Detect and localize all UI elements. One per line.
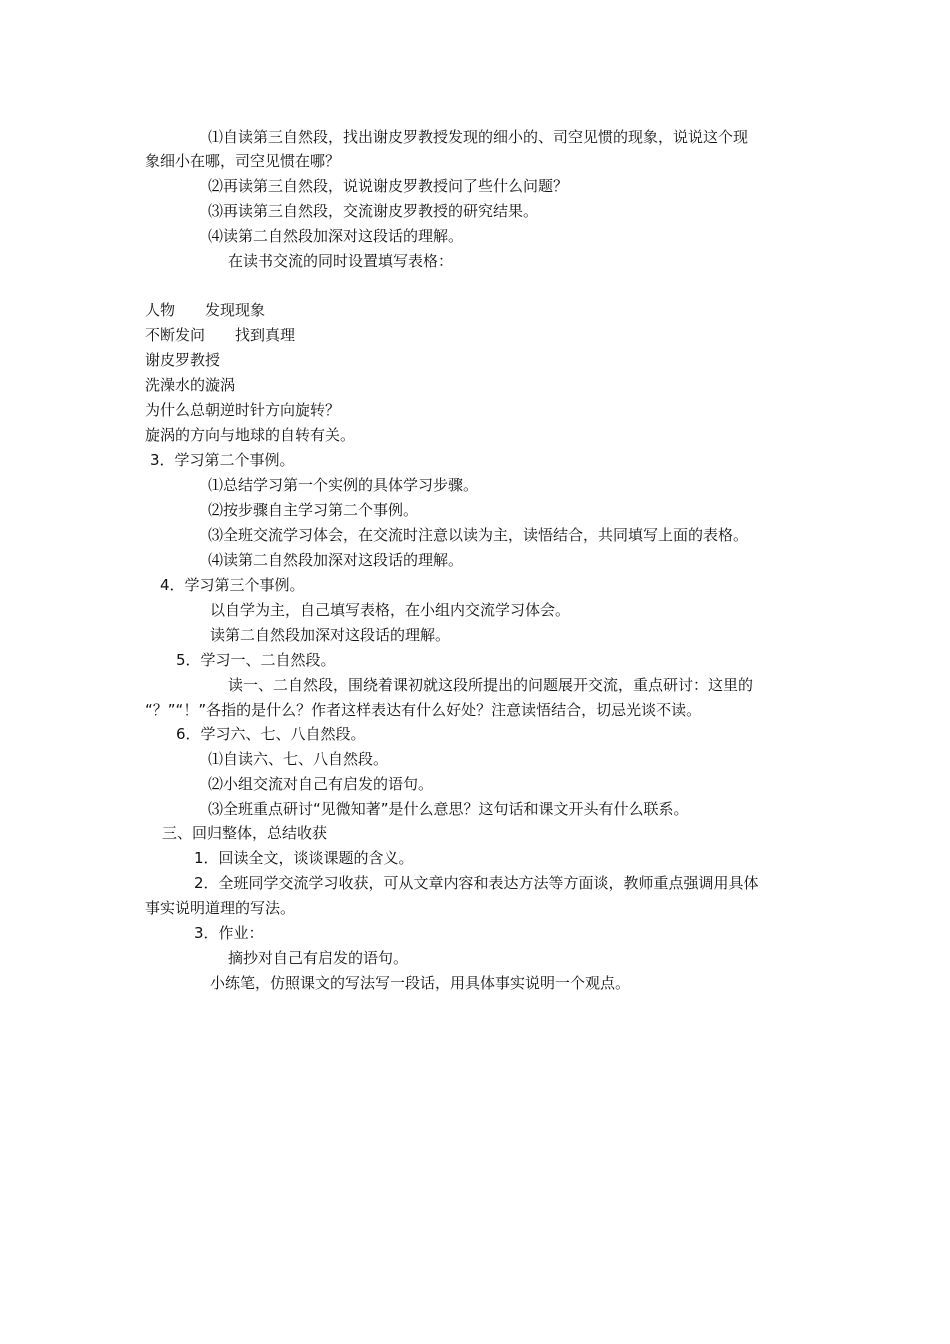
text-line: 象细小在哪，司空见惯在哪？ bbox=[145, 152, 341, 170]
section-heading: 三、回归整体，总结收获 bbox=[162, 824, 328, 842]
text-line: ⑴自读六、七、八自然段。 bbox=[208, 750, 389, 768]
section-heading: 4．学习第三个事例。 bbox=[160, 576, 305, 594]
table-text-line: 人物 发现现象 bbox=[145, 301, 266, 319]
text-line: 读第二自然段加深对这段话的理解。 bbox=[210, 626, 451, 644]
table-text-line: 为什么总朝逆时针方向旋转？ bbox=[145, 401, 341, 419]
text-line: 2．全班同学交流学习收获，可从文章内容和表达方法等方面谈，教师重点强调用具体 bbox=[194, 874, 759, 892]
text-line: 小练笔，仿照课文的写法写一段话，用具体事实说明一个观点。 bbox=[210, 974, 631, 992]
text-line: 读一、二自然段，围绕着课初就这段所提出的问题展开交流，重点研讨：这里的 bbox=[228, 676, 754, 694]
text-line: 以自学为主，自己填写表格，在小组内交流学习体会。 bbox=[210, 601, 571, 619]
text-line: ⑵按步骤自主学习第二个事例。 bbox=[208, 501, 419, 519]
text-line: “？”“！”各指的是什么？作者这样表达有什么好处？注意读悟结合，切忌光谈不读。 bbox=[145, 701, 702, 719]
section-heading: 3．学习第二个事例。 bbox=[150, 451, 295, 469]
section-heading: 6．学习六、七、八自然段。 bbox=[176, 725, 366, 743]
text-line: ⑶全班重点研讨“见微知著”是什么意思？这句话和课文开头有什么联系。 bbox=[208, 800, 689, 818]
text-line: 3．作业： bbox=[194, 924, 264, 942]
text-line: ⑵小组交流对自己有启发的语句。 bbox=[208, 775, 434, 793]
table-text-line: 洗澡水的漩涡 bbox=[145, 376, 236, 394]
table-text-line: 旋涡的方向与地球的自转有关。 bbox=[145, 426, 356, 444]
text-line: ⑷读第二自然段加深对这段话的理解。 bbox=[208, 227, 464, 245]
text-line: 1．回读全文，谈谈课题的含义。 bbox=[194, 849, 414, 867]
text-line: ⑴自读第三自然段，找出谢皮罗教授发现的细小的、司空见惯的现象，说说这个现 bbox=[208, 128, 749, 146]
text-line: ⑵再读第三自然段，说说谢皮罗教授问了些什么问题？ bbox=[208, 177, 569, 195]
text-line: 事实说明道理的写法。 bbox=[145, 899, 296, 917]
text-line: ⑶再读第三自然段，交流谢皮罗教授的研究结果。 bbox=[208, 202, 539, 220]
table-text-line: 谢皮罗教授 bbox=[145, 351, 221, 369]
text-line: ⑴总结学习第一个实例的具体学习步骤。 bbox=[208, 476, 479, 494]
text-line: ⑶全班交流学习体会，在交流时注意以读为主，读悟结合，共同填写上面的表格。 bbox=[208, 526, 749, 544]
text-line: 在读书交流的同时设置填写表格： bbox=[228, 252, 454, 270]
text-line: ⑷读第二自然段加深对这段话的理解。 bbox=[208, 551, 464, 569]
section-heading: 5．学习一、二自然段。 bbox=[176, 651, 336, 669]
table-text-line: 不断发问 找到真理 bbox=[145, 326, 296, 344]
text-line: 摘抄对自己有启发的语句。 bbox=[228, 949, 409, 967]
